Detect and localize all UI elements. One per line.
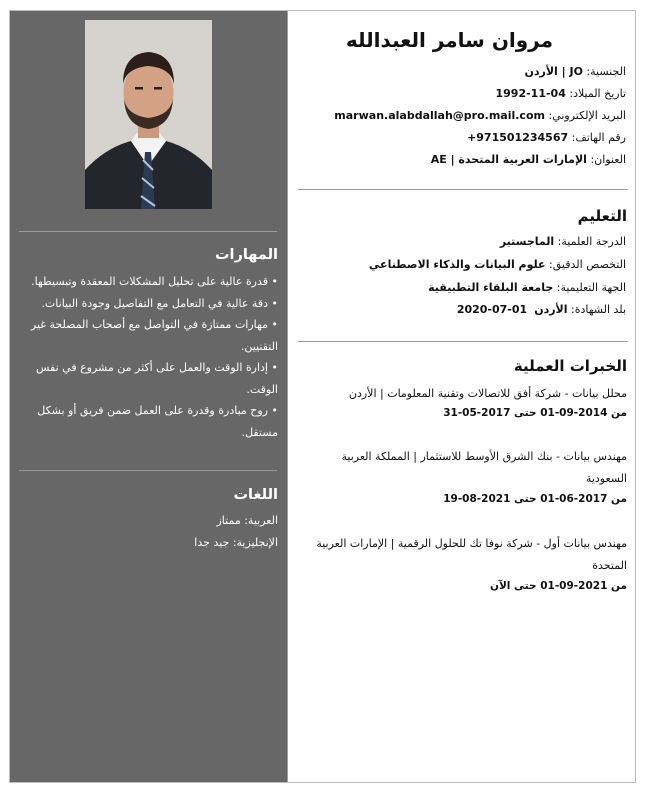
address-row: العنوان: الإمارات العربية المتحدة | AE xyxy=(430,153,626,166)
institution-row: الجهة التعليمية: جامعة البلقاء التطبيقية xyxy=(428,281,626,294)
section-divider xyxy=(298,341,628,342)
page-title: مروان سامر العبدالله xyxy=(345,28,553,52)
list-item: • روح مبادرة وقدرة على العمل ضمن فريق أو بشكل مستقل. xyxy=(37,404,278,439)
language-english: الإنجليزية: جيد جدا xyxy=(194,536,278,549)
job-role: مهندس بيانات أول - شركة نوفا تك للحلول الرقمية | الإمارات العربية المتحدة xyxy=(316,537,627,572)
email-link[interactable]: marwan.alabdallah@pro.mail.com xyxy=(334,109,545,122)
job-dates: من 2014-09-01 حتى 2017-05-31 xyxy=(443,407,627,419)
certificate-country-row: بلد الشهادة: الأردن 2020-07-01 xyxy=(456,303,626,316)
education-title: التعليم xyxy=(577,207,627,225)
job-dates: من 2017-06-01 حتى 2021-08-19 xyxy=(443,493,627,505)
birthdate-row: تاريخ الميلاد: 1992-11-04 xyxy=(495,87,626,100)
language-arabic: العربية: ممتاز xyxy=(216,514,278,527)
profile-photo xyxy=(85,20,212,209)
job-role: محلل بيانات - شركة أفق للاتصالات وتقنية المعلومات | الأردن xyxy=(348,387,627,400)
languages-title: اللغات xyxy=(233,487,278,503)
job-role: مهندس بيانات - بنك الشرق الأوسط للاستثمار | المملكة العربية السعودية xyxy=(341,450,627,485)
list-item: • دقة عالية في التعامل مع التفاصيل وجودة البيانات. xyxy=(41,296,278,310)
main-content xyxy=(287,11,635,782)
nationality-row: الجنسية: الأردن | JO xyxy=(524,65,626,78)
skills-title: المهارات xyxy=(214,247,278,263)
list-item: • قدرة عالية على تحليل المشكلات المعقدة وتبسيطها. xyxy=(31,275,278,288)
list-item: • مهارات ممتازة في التواصل مع أصحاب المصلحة غير التقنيين. xyxy=(30,318,278,353)
cv-page xyxy=(9,10,636,783)
email-row: البريد الإلكتروني: marwan.alabdallah@pro.mail.com xyxy=(334,109,626,122)
section-divider xyxy=(298,189,628,190)
degree-row: الدرجة العلمية: الماجستير xyxy=(499,235,626,248)
sidebar xyxy=(10,11,287,782)
sidebar-divider xyxy=(19,470,277,471)
experience-title: الخبرات العملية xyxy=(513,357,627,375)
list-item: • إدارة الوقت والعمل على أكثر من مشروع في نفس الوقت. xyxy=(36,361,278,396)
phone-row: رقم الهاتف: +971501234567 xyxy=(467,131,626,144)
job-dates: من 2021-09-01 حتى الآن xyxy=(490,580,627,592)
sidebar-divider xyxy=(19,231,277,232)
skills-list xyxy=(16,271,278,443)
major-row: التخصص الدقيق: علوم البيانات والذكاء الاصطناعي xyxy=(368,258,626,271)
